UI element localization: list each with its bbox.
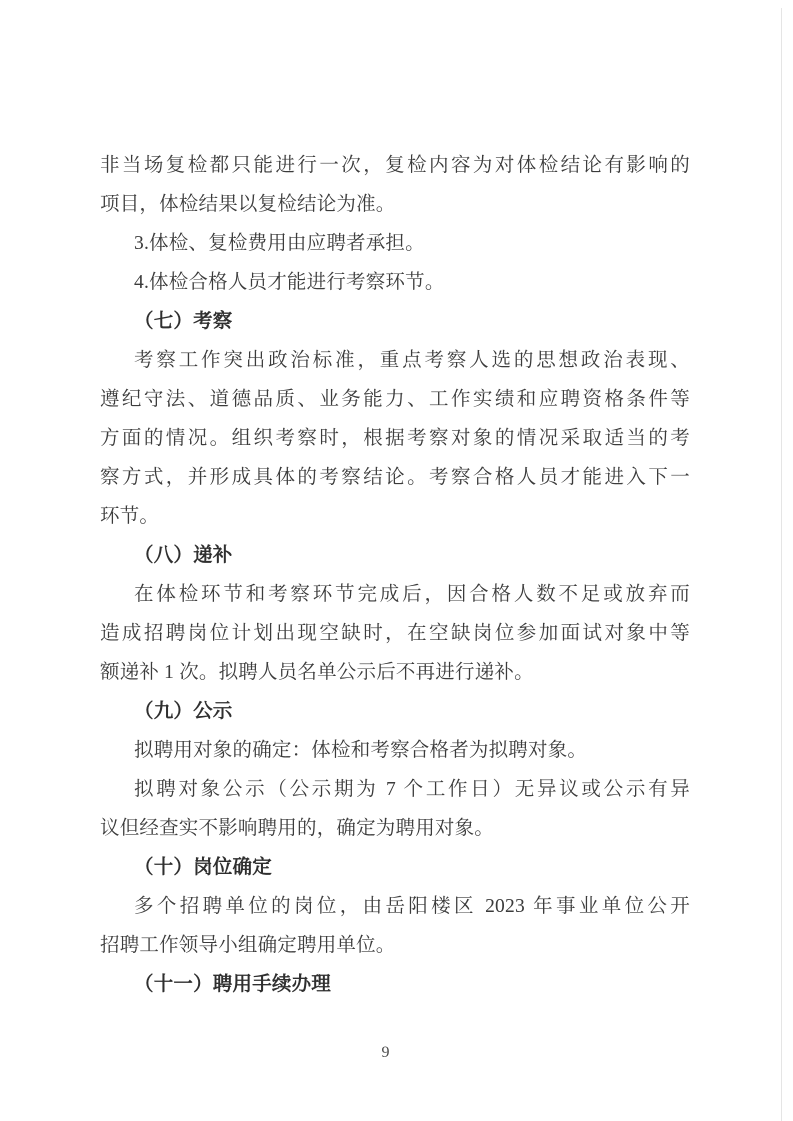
section-7-heading: （七）考察 bbox=[134, 311, 233, 332]
text-line: 造成招聘岗位计划出现空缺时，在空缺岗位参加面试对象中等 bbox=[100, 623, 690, 644]
text-line: 议但经查实不影响聘用的，确定为聘用对象。 bbox=[100, 818, 495, 839]
section-10-heading: （十）岗位确定 bbox=[134, 857, 272, 878]
section-8-heading: （八）递补 bbox=[134, 545, 233, 566]
list-item-4: 4.体检合格人员才能进行考察环节。 bbox=[134, 272, 445, 293]
text-line: 招聘工作领导小组确定聘用单位。 bbox=[100, 935, 396, 956]
text-line: 环节。 bbox=[100, 506, 160, 527]
text-line: 遵纪守法、道德品质、业务能力、工作实绩和应聘资格条件等 bbox=[100, 389, 690, 410]
text-line: 考察工作突出政治标准，重点考察人选的思想政治表现、 bbox=[134, 350, 690, 371]
section-11-heading: （十一）聘用手续办理 bbox=[134, 974, 332, 995]
list-item-3: 3.体检、复检费用由应聘者承担。 bbox=[134, 233, 425, 254]
text-line: 多个招聘单位的岗位，由岳阳楼区 2023 年事业单位公开 bbox=[134, 896, 690, 917]
text-line: 在体检环节和考察环节完成后，因合格人数不足或放弃而 bbox=[134, 584, 690, 605]
text-line: 拟聘对象公示（公示期为 7 个工作日）无异议或公示有异 bbox=[134, 779, 690, 800]
scan-artifact-line bbox=[781, 8, 782, 1121]
section-9-heading: （九）公示 bbox=[134, 701, 233, 722]
text-line: 额递补 1 次。拟聘人员名单公示后不再进行递补。 bbox=[100, 662, 534, 683]
text-line: 方面的情况。组织考察时，根据考察对象的情况采取适当的考 bbox=[100, 428, 690, 449]
text-line: 拟聘用对象的确定：体检和考察合格者为拟聘对象。 bbox=[134, 740, 588, 761]
page-number: 9 bbox=[381, 1044, 390, 1061]
document-text-block bbox=[100, 146, 690, 1004]
text-line: 察方式，并形成具体的考察结论。考察合格人员才能进入下一 bbox=[100, 467, 690, 488]
text-line: 项目，体检结果以复检结论为准。 bbox=[100, 194, 396, 215]
text-line: 非当场复检都只能进行一次，复检内容为对体检结论有影响的 bbox=[100, 155, 690, 176]
